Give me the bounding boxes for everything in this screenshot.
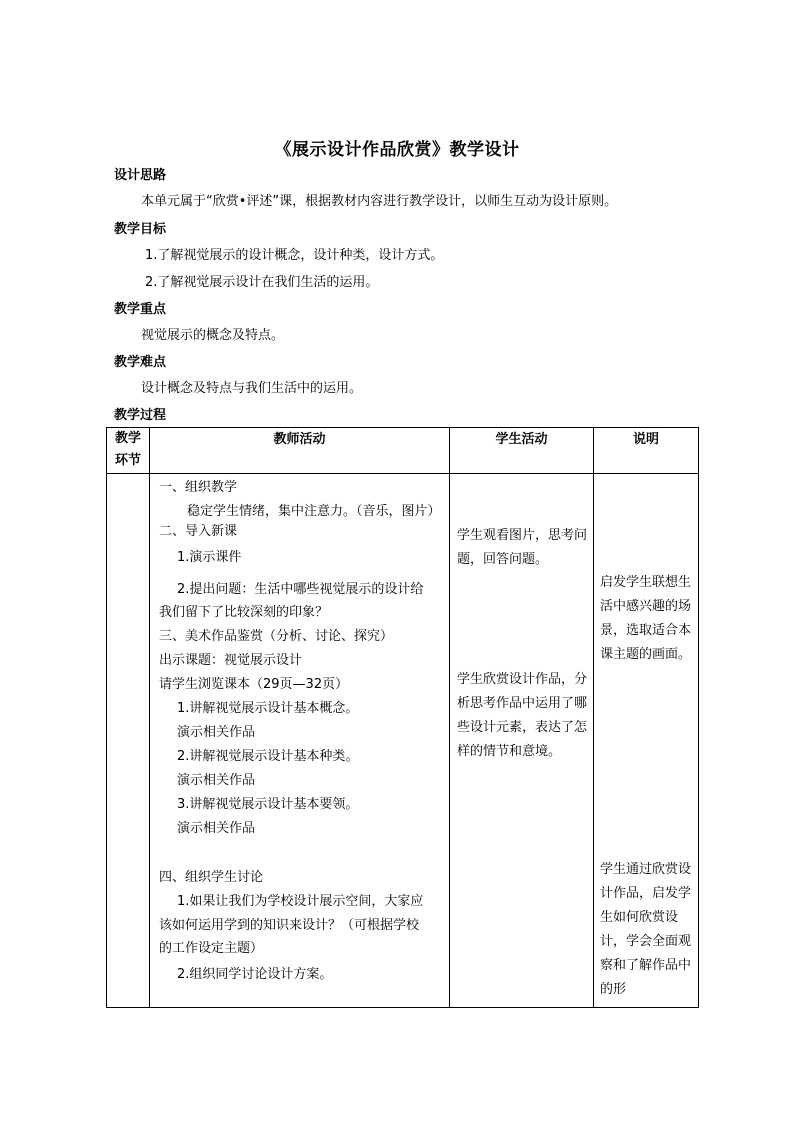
note-block: 学生通过欣赏设计作品，启发学生如何欣赏设计，学会全面观察和了解作品中的形 xyxy=(600,862,692,997)
heading-difficulties: 教学难点 xyxy=(114,355,167,370)
teacher-line: 2.讲解视觉展示设计基本种类。 xyxy=(177,749,359,764)
teacher-line: 1.演示课件 xyxy=(177,550,242,565)
teacher-line: 我们留下了比较深刻的印象？ xyxy=(159,605,329,620)
objective-item-2: 2.了解视觉展示设计在我们生活的运用。 xyxy=(145,275,379,290)
teacher-line: 的工作设定主题） xyxy=(159,941,264,956)
heading-design-idea: 设计思路 xyxy=(114,168,167,183)
student-activity-block: 学生欣赏设计作品，分析思考作品中运用了哪些设计元素，表达了怎样的情节和意境。 xyxy=(457,672,588,759)
teacher-line: 请学生浏览课本（29页—32页） xyxy=(159,677,349,692)
header-stage xyxy=(107,428,150,474)
heading-key-points: 教学重点 xyxy=(114,302,167,317)
teacher-line: 稳定学生情绪，集中注意力。（音乐，图片） xyxy=(187,504,441,519)
student-activity-block: 学生观看图片，思考问题，回答问题。 xyxy=(457,528,588,567)
note-block: 启发学生联想生活中感兴趣的场景，选取适合本课主题的画面。 xyxy=(600,575,692,662)
teacher-line: 2.提出问题：生活中哪些视觉展示的设计给 xyxy=(177,582,424,597)
teacher-line: 1.讲解视觉展示设计基本概念。 xyxy=(177,701,359,716)
teacher-line: 四、组织学生讨论 xyxy=(159,870,264,885)
teacher-line: 三、美术作品鉴赏（分析、讨论、探究） xyxy=(159,629,394,644)
teacher-activity-cell xyxy=(150,474,450,1008)
design-idea-text: 本单元属于“欣赏•评述”课，根据教材内容进行教学设计，以师生互动为设计原则。 xyxy=(141,194,618,209)
teacher-line: 3.讲解视觉展示设计基本要领。 xyxy=(177,797,359,812)
teacher-line: 演示相关作品 xyxy=(177,773,256,788)
difficulties-text: 设计概念及特点与我们生活中的运用。 xyxy=(141,381,363,396)
objective-item-1: 1.了解视觉展示的设计概念，设计种类，设计方式。 xyxy=(145,248,444,263)
teacher-line: 一、组织教学 xyxy=(159,480,238,495)
teacher-line: 演示相关作品 xyxy=(177,821,256,836)
table-row xyxy=(107,474,699,1008)
teacher-line: 1.如果让我们为学校设计展示空间，大家应 xyxy=(177,894,424,909)
teacher-line: 2.组织同学讨论设计方案。 xyxy=(177,967,333,982)
lesson-process-table xyxy=(106,427,699,1008)
header-stage-line1: 教学 xyxy=(114,431,141,446)
teacher-line: 演示相关作品 xyxy=(177,725,256,740)
stage-cell xyxy=(107,474,150,1008)
note-cell xyxy=(594,474,699,1008)
header-stage-line2: 环节 xyxy=(114,453,141,468)
teacher-line: 出示课题：视觉展示设计 xyxy=(159,653,303,668)
student-activity-cell xyxy=(450,474,594,1008)
heading-objectives: 教学目标 xyxy=(114,222,167,237)
header-note: 说明 xyxy=(594,428,699,474)
heading-process: 教学过程 xyxy=(114,408,167,423)
key-points-text: 视觉展示的概念及特点。 xyxy=(141,328,285,343)
teacher-line: 该如何运用学到的知识来设计？（可根据学校 xyxy=(159,918,420,933)
table-header-row xyxy=(107,428,699,474)
teacher-line: 二、导入新课 xyxy=(159,524,238,539)
header-student: 学生活动 xyxy=(450,428,594,474)
header-teacher: 教师活动 xyxy=(150,428,450,474)
document-title: 《展示设计作品欣赏》教学设计 xyxy=(274,140,520,160)
